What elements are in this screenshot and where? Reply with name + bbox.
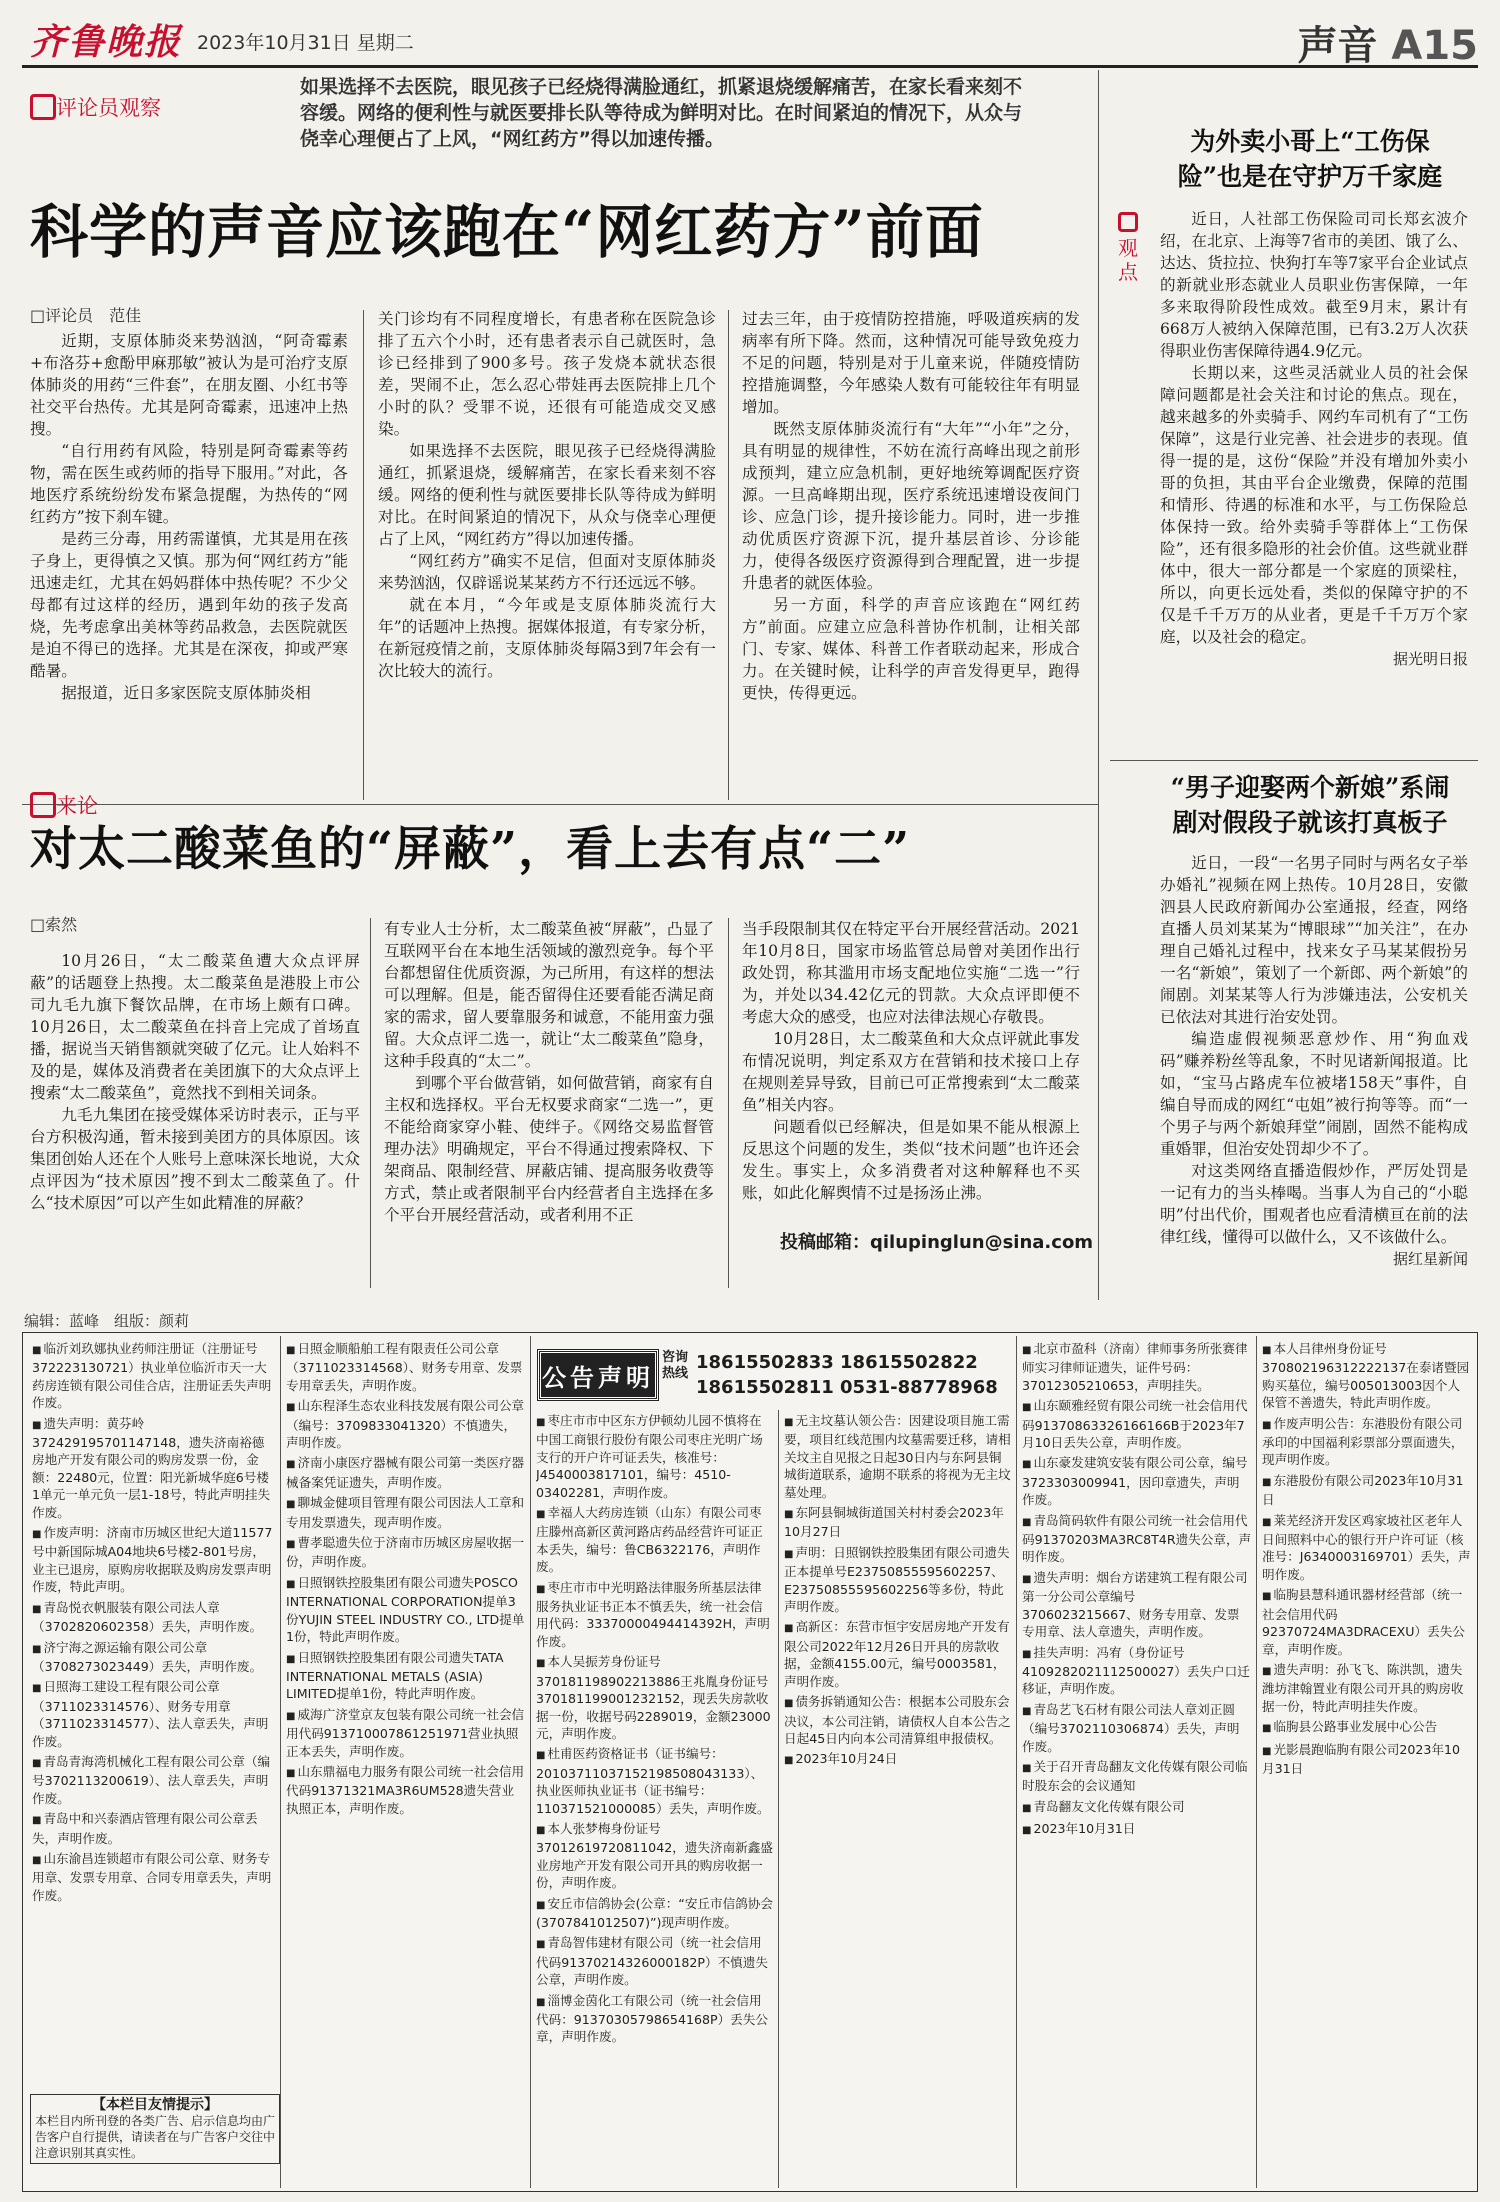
paragraph: 有专业人士分析，太二酸菜鱼被“屏蔽”，凸显了互联网平台在本地生活领域的激烈竞争。每个平台都想留住优质资源，为己所用，有这样的想法可以理解。但是，能否留得住还要看能否满足商家的需求，留人要靠服务和诚意，不能用蛮力强留。大众点评二选一，就让“太二酸菜鱼”隐身，这种手段真的“太二”。 — [384, 920, 714, 1070]
notice-item: ■ 山东渝昌连锁超市有限公司公章、财务专用章、发票专用章、合同专用章丢失，声明作废。 — [32, 1850, 274, 1904]
issue-date: 2023年10月31日 星期二 — [197, 32, 414, 54]
notice-item: ■ 声明：日照钢铁控股集团有限公司遗失正本提单号E23750855595602257、E23750855595602256等多份，特此声明作废。 — [784, 1544, 1012, 1616]
notice-item: ■ 东阿县铜城街道国关村村委会2023年10月27日 — [784, 1504, 1012, 1541]
notice-item: ■ 山东鼎福电力服务有限公司统一社会信用代码91371321MA3R6UM528遗失营业执照正本，声明作废。 — [286, 1763, 526, 1817]
notice-item: ■ 枣庄市市中光明路法律服务所基层法律服务执业证书正本不慎丢失，统一社会信用代码：33370000494414392H，声明作废。 — [536, 1579, 774, 1651]
page-number: A15 — [1391, 23, 1478, 69]
lead-column-1 — [30, 330, 348, 800]
paragraph: 近日，人社部工伤保险司司长郑玄波介绍，在北京、上海等7省市的美团、饿了么、达达、货拉拉、快狗打车等7家平台企业试点的新就业形态就业人员职业伤害保障，一年多来取得阶段性成效。截至9月末，累计有668万人被纳入保障范围，已有3.2万人次获得职业伤害保障待遇4.9亿元。 — [1160, 210, 1468, 360]
paragraph: 当手段限制其仅在特定平台开展经营活动。2021年10月8日，国家市场监管总局曾对美团作出行政处罚，称其滥用市场支配地位实施“二选一”行为，并处以34.42亿元的罚款。大众点评即便不考虑大众的感受，也应对法律法规心存敬畏。 — [742, 920, 1080, 1026]
paragraph: 近期，支原体肺炎来势汹汹，“阿奇霉素+布洛芬+愈酚甲麻那敏”被认为是可治疗支原体肺炎的用药“三件套”，在朋友圈、小红书等社交平台热传。尤其是阿奇霉素，迅速冲上热搜。 — [30, 332, 348, 438]
notice-item: ■ 临朐县公路事业发展中心公告 — [1262, 1718, 1472, 1737]
notice-item: ■ 淄博金茵化工有限公司（统一社会信用代码：91370305798654168P）丢失公章，声明作废。 — [536, 1992, 774, 2046]
sidebar-divider — [1098, 70, 1099, 1300]
paragraph: 如果选择不去医院，眼见孩子已经烧得满脸通红，抓紧退烧，缓解痛苦，在家长看来刻不容缓。网络的便利性与就医要排长队等待成为鲜明对比。在时间紧迫的情况下，从众与侥幸心理便占了上风，“网红药方”得以加速传播。 — [378, 442, 716, 548]
article-divider — [22, 804, 1098, 805]
notice-item: ■ 作废声明：济南市历城区世纪大道11577号中新国际城A04地块6号楼2-801号房，业主已退房，原购房收据联及购房发票声明作废，特此声明。 — [32, 1524, 274, 1596]
notice-column-5 — [1022, 1340, 1252, 2186]
paragraph: 到哪个平台做营销，如何做营销，商家有自主权和选择权。平台无权要求商家“二选一”，更不能给商家穿小鞋、使绊子。《网络交易监督管理办法》明确规定，平台不得通过搜索降权、下架商品、限制经营、屏蔽店铺、提高服务收费等方式，禁止或者限制平台内经营者自主选择在多个平台开展经营活动，或者利用不正 — [384, 1074, 714, 1224]
notice-item: ■ 山东豪发建筑安装有限公司公章，编号3723303009941，因印章遗失，声明作废。 — [1022, 1454, 1252, 1508]
notice-divider — [530, 1336, 531, 2188]
notice-item: ■ 枣庄市市中区东方伊顿幼儿园不慎将在中国工商银行股份有限公司枣庄光明广场支行的开户许可证丢失，核准号：J4540003817101，编号：4510-03402281，声明作废。 — [536, 1412, 774, 1501]
notice-item: ■ 济南小康医疗器械有限公司第一类医疗器械备案凭证遗失，声明作废。 — [286, 1454, 526, 1491]
notice-item: ■ 山东颐雅经贸有限公司统一社会信用代码91370863326166166B于2023年7月10日丢失公章，声明作废。 — [1022, 1397, 1252, 1451]
second-column-2 — [384, 918, 714, 1288]
notice-item: ■ 聊城金健项目管理有限公司因法人工章和专用发票遗失，现声明作废。 — [286, 1494, 526, 1531]
paragraph: “自行用药有风险，特别是阿奇霉素等药物，需在医生或药师的指导下服用。”对此，各地医疗系统纷纷发布紧急提醒，为热传的“网红药方”按下刹车键。 — [30, 442, 348, 526]
notice-item: ■ 关于召开青岛翻友文化传媒有限公司临时股东会的会议通知 — [1022, 1758, 1252, 1795]
paragraph: 就在本月，“今年或是支原体肺炎流行大年”的话题冲上热搜。据媒体报道，有专家分析，在新冠疫情之前，支原体肺炎每隔3到7年会有一次比较大的流行。 — [378, 596, 716, 680]
notice-item: ■ 济宁海之源运输有限公司公章（3708273023449）丢失，声明作废。 — [32, 1639, 274, 1676]
second-headline: 对太二酸菜鱼的“屏蔽”，看上去有点“二” — [30, 822, 911, 877]
paragraph: 10月26日，“太二酸菜鱼遭大众点评屏蔽”的话题登上热搜。太二酸菜鱼是港股上市公司九毛九旗下餐饮品牌，在市场上颇有口碑。10月26日，太二酸菜鱼在抖音上完成了首场直播，据说当天销售额就突破了亿元。让人始料不及的是，媒体及消费者在美团旗下的大众点评上搜索“太二酸菜鱼”，竟然找不到相关词条。 — [30, 952, 360, 1102]
second-byline: □索然 — [30, 915, 78, 934]
submission-email: 投稿邮箱：qilupinglun@sina.com — [780, 1232, 1094, 1253]
tag-box-icon — [1118, 212, 1138, 232]
paragraph: 对这类网络直播造假炒作，严厉处罚是一记有力的当头棒喝。当事人为自己的“小聪明”付出代价，围观者也应看清横亘在前的法律红线，懂得可以做什么，又不该做什么。 — [1160, 1162, 1468, 1246]
notice-item: ■ 青岛青海湾机械化工程有限公司公章（编号3702113200619）、法人章丢失，声明作废。 — [32, 1753, 274, 1807]
notice-item: ■ 临沂刘玖娜执业药师注册证（注册证号372223130721）执业单位临沂市天一大药房连锁有限公司佳合店，注册证丢失声明作废。 — [32, 1340, 274, 1412]
notice-item: ■ 高新区：东营市恒宇安居房地产开发有限公司2022年12月26日开具的房款收据，金额4155.00元，编号0003581，声明作废。 — [784, 1618, 1012, 1690]
notice-divider — [1016, 1336, 1017, 2188]
reminder-title: 【本栏目友情提示】 — [92, 2097, 218, 2113]
newspaper-logo: 齐鲁晚报 — [30, 21, 183, 63]
notice-item: ■ 青岛艺飞石材有限公司法人章刘正圆（编号3702110306874）丢失，声明作废。 — [1022, 1701, 1252, 1755]
lead-summary: 如果选择不去医院，眼见孩子已经烧得满脸通红，抓紧退烧缓解痛苦，在家长看来刻不容缓。网络的便利性与就医要排长队等待成为鲜明对比。在时间紧迫的情况下，从众与侥幸心理便占了上风，“网红药方”得以加速传播。 — [300, 76, 1023, 150]
lead-column-3 — [742, 308, 1080, 800]
notice-item: ■ 青岛悦衣帆服装有限公司法人章（3702820602358）丢失，声明作废。 — [32, 1599, 274, 1636]
page-section — [1297, 14, 1478, 71]
hotline-number: 18615502833 18615502822 — [696, 1352, 978, 1373]
notice-item: ■ 日照金顺船舶工程有限责任公司公章（3711023314568）、财务专用章、发票专用章丢失，声明作废。 — [286, 1340, 526, 1394]
notice-column-2 — [286, 1340, 526, 2186]
column-divider — [728, 918, 729, 1288]
notice-item: ■ 债务拆销通知公告：根据本公司股东会决议，本公司注销，请债权人自本公告之日起45日内向本公司清算组申报债权。 — [784, 1693, 1012, 1747]
notice-divider — [1256, 1336, 1257, 2188]
lead-column-2 — [378, 308, 716, 800]
paragraph: 长期以来，这些灵活就业人员的社会保障问题都是社会关注和讨论的焦点。现在，越来越多的外卖骑手、网约车司机有了“工伤保障”，这是行业完善、社会进步的表现。值得一提的是，这份“保险”并没有增加外卖小哥的负担，其由平台企业缴费，保障的范围和情形、待遇的标准和水平，与工伤保险总体保持一致。给外卖骑手等群体上“工伤保险”，还有很多隐形的社会价值。这些就业群体中，很大一部分都是一个家庭的顶梁柱，所以，向更长远处看，类似的保障守护的不仅是千千万万的从业者，更是千千万万个家庭，以及社会的稳定。 — [1160, 364, 1468, 646]
paragraph: 据报道，近日多家医院支原体肺炎相 — [61, 684, 311, 702]
notice-item: ■ 莱芜经济开发区鸡家坡社区老年人日间照料中心的银行开户许可证（核准号：J6340003169701）丢失，声明作废。 — [1262, 1512, 1472, 1584]
notice-item: ■ 光影晨跑临朐有限公司2023年10月31日 — [1262, 1741, 1472, 1778]
notice-item: ■ 青岛简码软件有限公司统一社会信用代码91370203MA3RC8T4R遗失公章，声明作废。 — [1022, 1512, 1252, 1566]
paragraph: 编造虚假视频恶意炒作、用“狗血戏码”赚养粉丝等乱象，不时见诸新闻报道。比如，“宝马占路虎车位被堵158天”事件，自编自导而成的网红“屯姐”被行拘等等。而“一个男子与两个新娘拜堂”闹剧，固然不能构成重婚罪，但治安处罚却少不了。 — [1160, 1030, 1468, 1158]
notices-banner: 公告声明 — [538, 1350, 658, 1400]
sidebar-divider-h — [1110, 760, 1478, 761]
notice-column-1 — [32, 1340, 274, 2090]
notice-item: ■ 临朐县慧科通讯器材经营部（统一社会信用代码92370724MA3DRACEXU）丢失公章，声明作废。 — [1262, 1586, 1472, 1658]
lead-byline: □评论员 范佳 — [30, 306, 142, 325]
paragraph: 既然支原体肺炎流行有“大年”“小年”之分，具有明显的规律性，不妨在流行高峰出现之前形成预判，建立应急机制，更好地统筹调配医疗资源。一旦高峰期出现，医疗系统迅速增设夜间门诊、应急门诊，提升接诊能力。同时，进一步推动优质医疗资源下沉，提升基层首诊、分诊能力，使得各级医疗资源得到合理配置，进一步提升患者的就医体验。 — [742, 420, 1080, 592]
notice-item: ■ 遗失声明：烟台方诺建筑工程有限公司第一分公司公章编号3706023215667、财务专用章、发票专用章、法人章遗失，声明作废。 — [1022, 1569, 1252, 1641]
notice-item: ■ 作废声明公告：东港股份有限公司承印的中国福利彩票部分票面遗失，现声明作废。 — [1262, 1415, 1472, 1469]
notice-column-4 — [784, 1412, 1012, 2186]
notice-item: ■ 挂失声明：冯宥（身份证号4109282021112500027）丢失户口迁移证，声明作废。 — [1022, 1644, 1252, 1698]
notice-item: ■ 日照海工建设工程有限公司公章（3711023314576）、财务专用章（3711023314577）、法人章丢失，声明作废。 — [32, 1678, 274, 1750]
notice-item: ■ 青岛中和兴泰酒店管理有限公司公章丢失，声明作废。 — [32, 1810, 274, 1847]
column-divider — [370, 918, 371, 1288]
column-tag-commentary: 评论员观察 — [30, 92, 161, 122]
paragraph: 九毛九集团在接受媒体采访时表示，正与平台方积极沟通，暂未接到美团方的具体原因。该集团创始人还在个人账号上意味深长地说，大众点评因为“技术原因”搜不到太二酸菜鱼了。什么“技术原因”可以产生如此精准的屏蔽？ — [30, 1106, 360, 1212]
notice-item: ■ 遗失声明：黄芬岭372429195701147148，遗失济南裕德房地产开发有限公司的购房发票一份，金额：22480元，位置：阳光新城华庭6号楼1单元一单元负一层1-18号，特此声明挂失作废。 — [32, 1415, 274, 1521]
reminder-text: 本栏目内所刊登的各类广告、启示信息均由广告客户自行提供，请读者在与广告客户交往中注意识别其真实性。 — [35, 2114, 276, 2160]
notice-item: ■ 遗失声明：孙飞飞、陈洪凯，遗失潍坊津翰置业有限公司开具的购房收据一份，特此声明挂失作废。 — [1262, 1661, 1472, 1715]
notice-item: ■ 曹孝聪遗失位于济南市历城区房屋收据一份，声明作废。 — [286, 1534, 526, 1571]
article-source: 据光明日报 — [1392, 650, 1468, 668]
notice-divider — [778, 1410, 779, 2188]
notice-item: ■ 日照钢铁控股集团有限公司遗失POSCO INTERNATIONAL CORPORATION提单3份YUJIN STEEL INDUSTRY CO., LTD提单1份，特此声明作废。 — [286, 1574, 526, 1646]
notice-item: ■ 威海广济堂京友包装有限公司统一社会信用代码913710007861251971营业执照正本丢失，声明作废。 — [286, 1706, 526, 1760]
notice-divider — [280, 1336, 281, 2188]
column-divider — [363, 310, 364, 800]
paragraph: 另一方面，科学的声音应该跑在“网红药方”前面。应建立应急科普协作机制，让相关部门、专家、媒体、科普工作者联动起来，形成合力。在关键时候，让科学的声音发得更早，跑得更快，传得更远。 — [742, 596, 1080, 702]
paragraph: 是药三分毒，用药需谨慎，尤其是用在孩子身上，更得慎之又慎。那为何“网红药方”能迅速走红，尤其在妈妈群体中热传呢？不少父母都有过这样的经历，遇到年幼的孩子发高烧，先考虑拿出美林等药品救急，去医院就医是迫不得已的选择。尤其是在深夜，抑或严寒酷暑。 — [30, 530, 348, 680]
paragraph: 10月28日，太二酸菜鱼和大众点评就此事发布情况说明，判定系双方在营销和技术接口上存在规则差异导致，目前已可正常搜索到“太二酸菜鱼”相关内容。 — [742, 1030, 1080, 1114]
notice-item: ■ 本人吕律州身份证号370802196312222137在泰诸暨园购买墓位，编号005013003因个人保管不善遗失，特此声明作废。 — [1262, 1340, 1472, 1412]
notice-item: ■ 2023年10月31日 — [1022, 1820, 1252, 1839]
notice-column-6 — [1262, 1340, 1472, 2186]
notice-item: ■ 2023年10月24日 — [784, 1750, 1012, 1769]
notice-item: ■ 无主坟墓认领公告：因建设项目施工需要，项目红线范围内坟墓需要迁移，请相关坟主自见报之日起30日内与东阿县铜城街道联系，逾期不联系的将视为无主坟墓处理。 — [784, 1412, 1012, 1501]
column-divider — [728, 310, 729, 800]
notice-item: ■ 山东程泽生态农业科技发展有限公司公章（编号：3709833041320）不慎遗失，声明作废。 — [286, 1397, 526, 1451]
section-name: 声音 — [1297, 23, 1378, 69]
notice-item: ■ 本人吴振芳身份证号370181198902213886王兆胤身份证号370181199001232152，现丢失房款收据一份，收据号码2289019，金额23000元，声明作废。 — [536, 1653, 774, 1742]
notice-item: ■ 杜甫医药资格证书（证书编号：20103711037152198508043133）、执业医师执业证书（证书编号：110371521000085）丢失，声明作废。 — [536, 1745, 774, 1817]
paragraph: 问题看似已经解决，但是如果不能从根源上反思这个问题的发生，类似“技术问题”也许还会发生。事实上，众多消费者对这种解释也不买账，如此化解舆情不过是扬汤止沸。 — [742, 1118, 1080, 1202]
notice-item: ■ 幸福人大药房连锁（山东）有限公司枣庄滕州高新区黄河路店药品经营许可证正本丢失，编号：鲁CB6322176，声明作废。 — [536, 1504, 774, 1576]
paragraph: 近日，一段“一名男子同时与两名女子举办婚礼”视频在网上热传。10月28日，安徽泗县人民政府新闻办公室通报，经查，网络直播人员刘某某为“博眼球”“加关注”，在办理自己婚礼过程中，找来女子马某某假扮另一名“新娘”，策划了一个新郎、两个新娘”的闹剧。刘某某等人行为涉嫌违法，公安机关已依法对其进行治安处罚。 — [1160, 854, 1468, 1026]
notice-item: ■ 北京市盈科（济南）律师事务所张赛律师实习律师证遗失，证件号码：37012305210653，声明挂失。 — [1022, 1340, 1252, 1394]
reminder-box — [30, 2094, 280, 2164]
second-column-1 — [30, 950, 360, 1280]
paragraph: “网红药方”确实不足信，但面对支原体肺炎来势汹汹，仅辟谣说某某药方不行还远远不够。 — [378, 552, 716, 592]
main-headline: 科学的声音应该跑在“网红药方”前面 — [30, 198, 984, 266]
paragraph: 关门诊均有不同程度增长，有患者称在医院急诊排了五六个小时，还有患者表示自己就医时，急诊已经排到了900多号。孩子发烧本就状态很差，哭闹不止，怎么忍心带娃再去医院排上几个小时的队？受罪不说，还很有可能造成交叉感染。 — [378, 310, 716, 438]
second-column-3 — [742, 918, 1080, 1224]
sidebar-headline-2: “男子迎娶两个新娘”系闹剧对假段子就该打真板子 — [1170, 773, 1450, 837]
sidebar-section-tag: 观点 — [1115, 212, 1141, 284]
hotline-label: 咨询热线 — [662, 1350, 689, 1381]
masthead — [22, 8, 1478, 68]
article-source: 据红星新闻 — [1392, 1250, 1468, 1268]
column-tag-letters: 来论 — [30, 790, 98, 820]
sidebar-article-1 — [1160, 208, 1468, 768]
notice-item: ■ 青岛翻友文化传媒有限公司 — [1022, 1798, 1252, 1817]
notice-item: ■ 日照钢铁控股集团有限公司遗失TATA INTERNATIONAL METALS (ASIA) LIMITED提单1份，特此声明作废。 — [286, 1649, 526, 1703]
notice-item: ■ 本人张梦梅身份证号37012619720811042，遗失济南新鑫盛业房地产开发有限公司开具的购房收据一份，声明作废。 — [536, 1820, 774, 1892]
hotline-number: 18615502811 0531-88778968 — [696, 1377, 998, 1398]
sidebar-headline-1: 为外卖小哥上“工伤保险”也是在守护万千家庭 — [1177, 127, 1443, 191]
notice-column-3 — [536, 1412, 774, 2186]
notice-item: ■ 青岛智伟建材有限公司（统一社会信用代码91370214326000182P）不慎遗失公章，声明作废。 — [536, 1934, 774, 1988]
paragraph: 过去三年，由于疫情防控措施，呼吸道疾病的发病率有所下降。然而，这种情况可能导致免疫力不足的问题，特别是对于儿童来说，伴随疫情防控措施调整，今年感染人数有可能较往年有明显增加。 — [742, 310, 1080, 416]
notice-item: ■ 东港股份有限公司2023年10月31日 — [1262, 1472, 1472, 1509]
editors-credit: 编辑：蓝峰 组版：颜莉 — [24, 1312, 190, 1330]
notices-hotline — [662, 1350, 1032, 1400]
notice-item: ■ 安丘市信鸽协会(公章：“安丘市信鸽协会(3707841012507)”)现声明作废。 — [536, 1895, 774, 1932]
sidebar-article-2 — [1160, 852, 1468, 1290]
